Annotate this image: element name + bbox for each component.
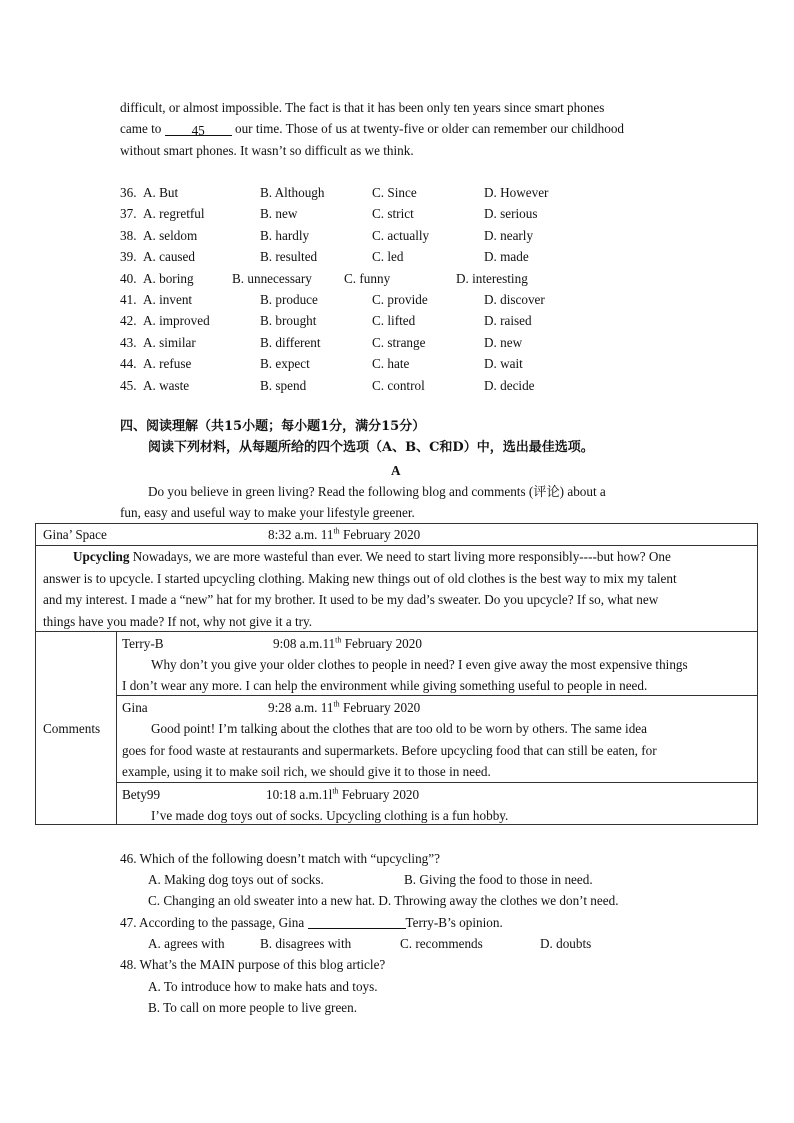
question-46-option: C. Changing an old sweater into a new hat. D. Throwing away the clothes we don’t need. [148,893,619,908]
timestamp-suffix: th [333,526,340,536]
comment-text: goes for food waste at restaurants and supermarkets. Before upcycling food that can still be eaten, for [122,743,657,758]
option-b: B. new [260,206,298,222]
option-b: B. Although [260,185,325,200]
divider [116,782,757,783]
comment-text: Why don’t you give your older clothes to people in need? I even give away the most expensive things [151,657,688,672]
passage-letter: A [391,463,401,478]
blog-author: Gina’ Space [43,527,107,542]
option-c: C. led [372,249,404,265]
timestamp-text: February 2020 [339,700,421,715]
option-b: B. spend [260,377,307,393]
comment-text: example, using it to make soil rich, we should give it to those in need. [122,764,491,779]
option-number: 39. [120,249,137,265]
comment-timestamp [273,635,422,653]
timestamp-text: February 2020 [338,787,420,802]
section-heading: 四、阅读理解（共15小题；每小题1分，满分15分） [120,419,426,434]
timestamp-suffix: th [333,699,340,709]
comment-text: I don’t wear any more. I can help the environment while giving something useful to people in need. [122,678,648,693]
option-b: B. hardly [260,227,310,243]
option-a: A. boring [143,270,194,286]
question-text: Terry-B’s opinion. [405,915,503,930]
option-b: B. resulted [260,249,318,265]
timestamp-suffix: th [332,786,339,796]
option-number: 45. [120,377,137,393]
option-c: C. actually [372,227,430,243]
option-a: A. invent [143,292,193,307]
option-c: C. Since [372,185,417,200]
option-a: A. caused [143,249,195,265]
option-c: C. lifted [372,313,416,329]
timestamp-text: 9:08 a.m.11 [273,636,336,651]
option-d: D. nearly [484,227,534,243]
comment-text: Good point! I’m talking about the clothes that are too old to be worn by others. The same idea [151,721,647,736]
option-c: C. hate [372,356,410,372]
option-d: D. made [484,249,529,265]
option-number: 38. [120,227,137,243]
question-46-stem: 46. Which of the following doesn’t match with “upcycling”? [120,851,440,866]
question-47-option: C. recommends [400,936,483,951]
option-d: D. raised [484,313,532,329]
timestamp-text: 9:28 a.m. 11 [268,700,334,715]
comment-author: Terry-B [122,636,164,651]
comment-text: I’ve made dog toys out of socks. Upcycling clothing is a fun hobby. [151,808,509,823]
passage-text: our time. Those of us at twenty-five or older can remember our childhood [231,121,625,136]
divider [36,545,757,546]
answer-blank [165,122,232,136]
blog-line-2: answer is to upcycle. I started upcycling clothing. Making new things out of old clothes is the best way to mix my talent [43,571,677,586]
option-number: 43. [120,334,137,350]
option-number: 40. [120,270,137,286]
comment-author: Gina [122,700,148,715]
option-a: A. waste [143,377,190,393]
comment-timestamp [268,699,420,717]
option-d: D. wait [484,356,523,372]
comment-author: Bety99 [122,787,161,802]
option-c: C. strange [372,334,426,350]
option-c: C. strict [372,206,414,222]
passage-text: came to [120,121,165,136]
question-48-stem: 48. What’s the MAIN purpose of this blog article? [120,957,386,972]
option-number: 44. [120,356,137,372]
divider [36,631,757,632]
option-c: C. control [372,377,425,393]
blog-table [35,523,758,825]
comments-label: Comments [43,721,101,736]
passage-line-3: without smart phones. It wasn’t so difficult as we think. [120,143,414,158]
option-d: D. discover [484,292,545,307]
option-a: A. improved [143,313,210,329]
option-a: A. But [143,185,179,200]
intro-line-2: fun, easy and useful way to make your lifestyle greener. [120,505,415,520]
divider [116,695,757,696]
option-b: B. brought [260,313,317,329]
answer-blank [308,915,406,929]
option-c: C. funny [344,270,391,286]
comment-timestamp [266,786,419,804]
option-d: D. serious [484,206,538,222]
option-a: A. refuse [143,356,192,372]
question-47-stem [120,914,503,932]
option-a: A. regretful [143,206,205,222]
passage-line-2 [120,120,624,138]
option-d: D. interesting [456,270,528,286]
question-46-option: A. Making dog toys out of socks. [148,872,324,887]
option-b: B. unnecessary [232,270,312,286]
option-b: B. expect [260,356,310,372]
option-a: A. seldom [143,227,198,243]
blank-number: 45 [191,123,205,138]
section-instruction: 阅读下列材料，从每题所给的四个选项（A、B、C和D）中，选出最佳选项。 [148,440,594,455]
option-number: 37. [120,206,137,222]
blog-text: Nowadays, we are more wasteful than ever. We need to start living more responsibly----but how? One [129,549,671,564]
blog-timestamp [268,526,420,544]
option-number: 36. [120,185,137,200]
option-d: D. However [484,185,549,200]
option-b: B. different [260,334,321,350]
intro-line-1: Do you believe in green living? Read the following blog and comments (评论) about a [148,484,606,499]
passage-line-1: difficult, or almost impossible. The fact is that it has been only ten years since smart phones [120,100,605,115]
question-48-option: A. To introduce how to make hats and toys. [148,979,378,994]
option-number: 42. [120,313,137,329]
question-47-option: A. agrees with [148,936,225,951]
option-d: D. new [484,334,523,350]
question-47-option: D. doubts [540,936,592,951]
option-a: A. similar [143,334,196,350]
question-47-option: B. disagrees with [260,936,352,951]
blog-line-4: things have you made? If not, why not give it a try. [43,614,313,629]
divider [116,631,117,824]
option-number: 41. [120,292,137,307]
blog-line-1 [73,548,671,566]
timestamp-text: 10:18 a.m.1l [266,787,333,802]
blog-title: Upcycling [73,549,130,564]
option-b: B. produce [260,292,318,307]
timestamp-text: February 2020 [339,527,421,542]
timestamp-text: 8:32 a.m. 11 [268,527,334,542]
blog-line-3: and my interest. I made a “new” hat for my brother. It used to be my dad’s sweater. Do you upcycle? If so, what new [43,592,659,607]
timestamp-text: February 2020 [341,636,422,651]
question-46-option: B. Giving the food to those in need. [404,872,593,887]
question-text: 47. According to the passage, Gina [120,915,308,930]
option-d: D. decide [484,377,535,393]
question-48-option: B. To call on more people to live green. [148,1000,358,1015]
option-c: C. provide [372,292,428,307]
timestamp-suffix: th [335,635,342,645]
